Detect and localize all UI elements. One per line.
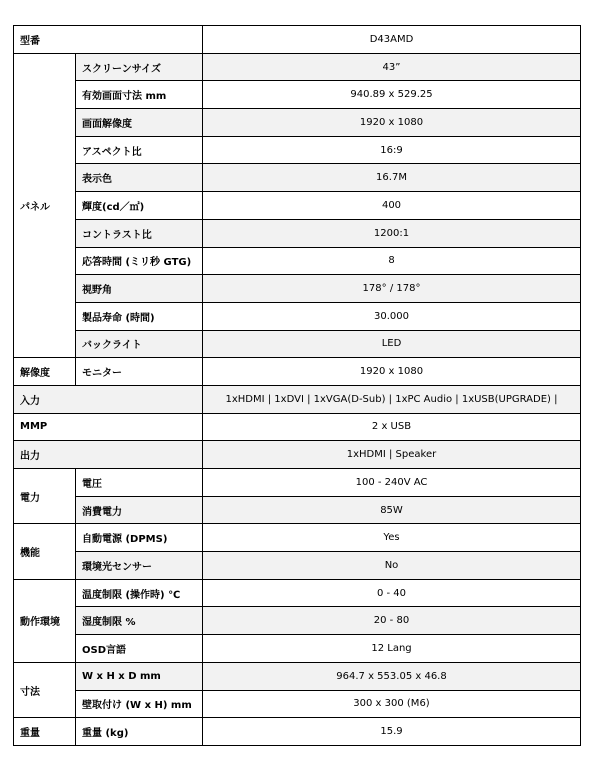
panel-label: パネル [14,53,76,358]
table-row [14,552,581,580]
table-row [14,192,581,220]
model-label: 型番 [14,26,203,54]
dimensions-item-label: W x H x D mm [76,662,203,690]
power-item-value: 85W [203,496,581,524]
panel-item-value: 1200:1 [203,219,581,247]
table-row [14,53,581,81]
function-item-label: 環境光センサー [76,552,203,580]
table-row [14,579,581,607]
weight-value: 15.9 [203,718,581,746]
dimensions-item-value: 300 x 300 (M6) [203,690,581,718]
table-row [14,718,581,746]
table-row [14,164,581,192]
panel-item-value: 1920 x 1080 [203,109,581,137]
model-value: D43AMD [203,26,581,54]
mmp-value: 2 x USB [203,413,581,441]
environment-item-label: 温度制限 (操作時) ℃ [76,579,203,607]
dimensions-label: 寸法 [14,662,76,717]
panel-item-value: LED [203,330,581,358]
environment-item-value: 12 Lang [203,635,581,663]
power-item-value: 100 - 240V AC [203,469,581,497]
dimensions-item-label: 壁取付け (W x H) mm [76,690,203,718]
table-row [14,441,581,469]
panel-item-label: 製品寿命 (時間) [76,302,203,330]
function-item-label: 自動電源 (DPMS) [76,524,203,552]
resolution-value: 1920 x 1080 [203,358,581,386]
weight-sub-label: 重量 (kg) [76,718,203,746]
panel-item-value: 400 [203,192,581,220]
table-row [14,662,581,690]
panel-item-value: 16:9 [203,136,581,164]
resolution-label: 解像度 [14,358,76,386]
panel-item-value: 30.000 [203,302,581,330]
panel-item-value: 8 [203,247,581,275]
environment-item-value: 20 - 80 [203,607,581,635]
table-row [14,136,581,164]
panel-item-value: 940.89 x 529.25 [203,81,581,109]
input-label: 入力 [14,385,203,413]
power-item-label: 電圧 [76,469,203,497]
table-row [14,496,581,524]
table-row [14,247,581,275]
table-row [14,607,581,635]
function-label: 機能 [14,524,76,579]
panel-item-label: 有効画面寸法 mm [76,81,203,109]
panel-item-label: 視野角 [76,275,203,303]
panel-item-value: 43” [203,53,581,81]
table-row [14,81,581,109]
spec-table [13,25,581,746]
mmp-label: MMP [14,413,203,441]
table-row [14,413,581,441]
environment-item-label: 湿度制限 % [76,607,203,635]
panel-item-value: 16.7M [203,164,581,192]
panel-item-label: 応答時間 (ミリ秒 GTG) [76,247,203,275]
output-label: 出力 [14,441,203,469]
table-row [14,275,581,303]
panel-item-label: 表示色 [76,164,203,192]
table-row [14,219,581,247]
panel-item-label: バックライト [76,330,203,358]
table-row [14,109,581,137]
panel-item-label: 画面解像度 [76,109,203,137]
output-value: 1xHDMI | Speaker [203,441,581,469]
weight-label: 重量 [14,718,76,746]
panel-item-label: アスペクト比 [76,136,203,164]
panel-item-label: スクリーンサイズ [76,53,203,81]
table-row [14,330,581,358]
power-label: 電力 [14,469,76,524]
input-value: 1xHDMI | 1xDVI | 1xVGA(D-Sub) | 1xPC Audio | 1xUSB(UPGRADE) | [203,385,581,413]
panel-item-label: コントラスト比 [76,219,203,247]
table-row [14,524,581,552]
table-row [14,26,581,54]
environment-item-label: OSD言語 [76,635,203,663]
table-row [14,385,581,413]
environment-label: 動作環境 [14,579,76,662]
table-row [14,302,581,330]
table-row [14,690,581,718]
table-row [14,469,581,497]
table-row [14,635,581,663]
environment-item-value: 0 - 40 [203,579,581,607]
function-item-value: No [203,552,581,580]
panel-item-value: 178° / 178° [203,275,581,303]
panel-item-label: 輝度(cd／㎡) [76,192,203,220]
table-row [14,358,581,386]
resolution-sub-label: モニター [76,358,203,386]
dimensions-item-value: 964.7 x 553.05 x 46.8 [203,662,581,690]
function-item-value: Yes [203,524,581,552]
power-item-label: 消費電力 [76,496,203,524]
